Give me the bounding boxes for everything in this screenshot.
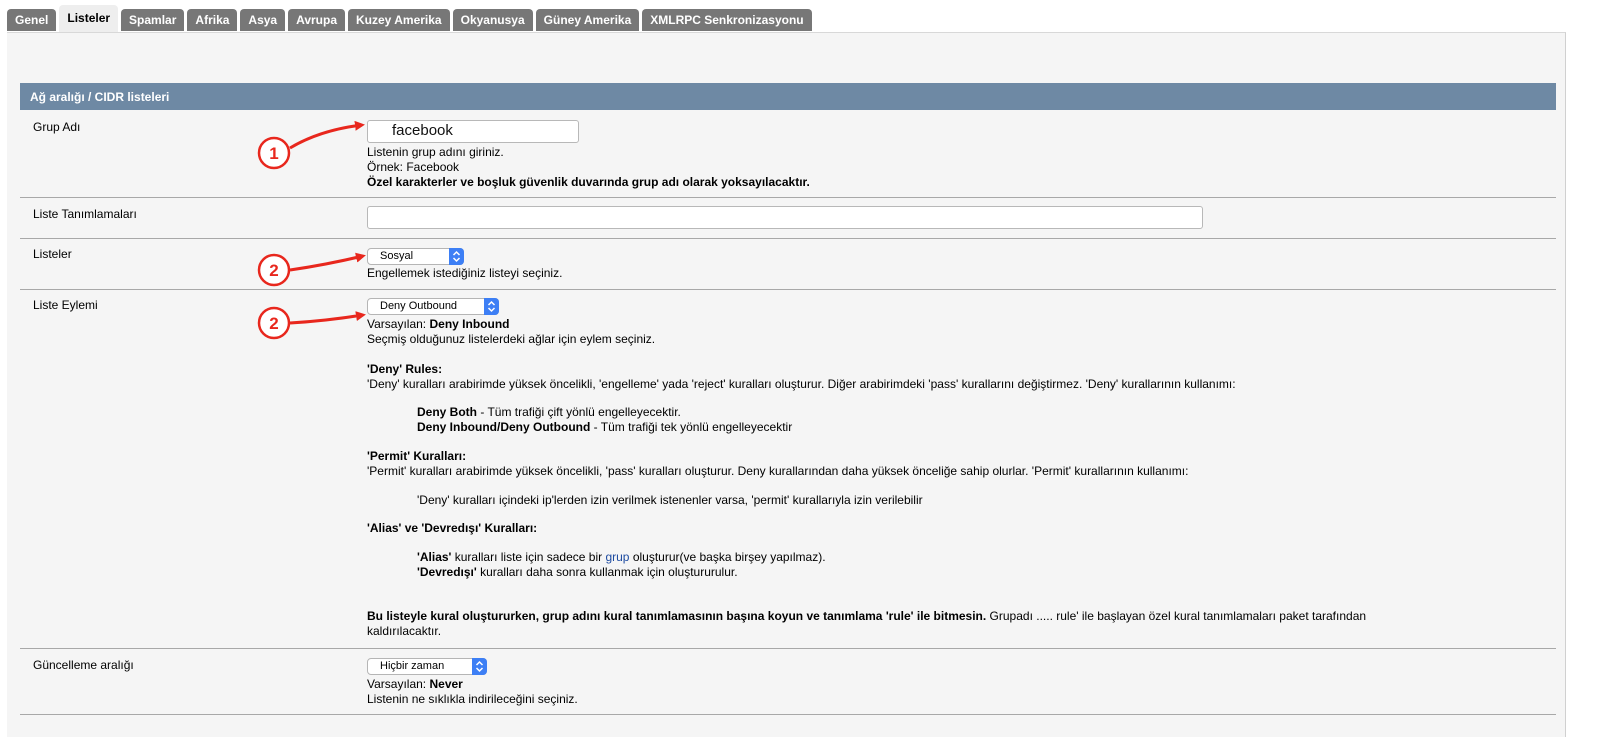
annotation-arrow [290, 125, 362, 148]
tab-xmlrpc[interactable]: XMLRPC Senkronizasyonu [642, 9, 811, 31]
tab-genel[interactable]: Genel [7, 9, 56, 31]
tab-spamlar[interactable]: Spamlar [121, 9, 184, 31]
alias-rules-title: 'Alias' ve 'Devredışı' Kuralları: [367, 521, 538, 535]
permit-usage: 'Deny' kuralları içindeki ip'lerden izin verilmek istenenler varsa, 'permit' kurallarıyla izin verilebilir [417, 493, 923, 507]
permit-rules-text: 'Permit' kuralları arabirimde yüksek öncelikli, 'pass' kuralları oluşturur. Deny kurallarından daha yüksek önceliğe sahip olurlar. 'Permit' kurallarının kullanımı: [367, 464, 1189, 478]
annotation-3 [259, 308, 363, 338]
lists-label: Listeler [33, 247, 72, 261]
action-help: Seçmiş olduğunuz listelerdeki ağlar için eylem seçiniz. [367, 332, 656, 346]
group-name-warning: Özel karakterler ve boşluk güvenlik duvarında grup adı olarak yoksayılacaktır. [367, 175, 810, 189]
deny-io-bold: Deny Inbound/Deny Outbound [417, 420, 591, 434]
disabled-text: kuralları daha sonra kullanmak için oluştururulur. [476, 565, 738, 579]
tab-guney-amerika[interactable]: Güney Amerika [536, 9, 640, 31]
section-header: Ağ aralığı / CIDR listeleri [20, 83, 1556, 110]
annotation-2 [259, 255, 363, 285]
annotation-number: 1 [269, 144, 279, 163]
default-prefix: Varsayılan: [367, 677, 430, 691]
action-selected: Deny Outbound [380, 300, 458, 312]
update-label: Güncelleme aralığı [33, 658, 134, 672]
alias-text-2: oluşturur(ve başka birşey yapılmaz). [629, 550, 826, 564]
default-value: Never [429, 677, 463, 691]
descriptions-label: Liste Tanımlamaları [33, 207, 137, 221]
disabled-bold: 'Devredışı' [417, 565, 477, 579]
deny-io-text: - Tüm trafiği tek yönlü engelleyecektir [590, 420, 793, 434]
tab-okyanusya[interactable]: Okyanusya [453, 9, 533, 31]
update-help: Listenin ne sıklıkla indirileceğini seçiniz. [367, 692, 578, 706]
tab-avrupa[interactable]: Avrupa [288, 9, 345, 31]
default-value: Deny Inbound [429, 317, 510, 331]
tab-listeler[interactable]: Listeler [59, 5, 118, 32]
annotation-number: 2 [269, 314, 279, 333]
rule-note-text: Grupadı ..... rule' ile başlayan özel kural tanımlamaları paket tarafından [986, 609, 1367, 623]
annotation-1 [259, 125, 362, 168]
deny-both-bold: Deny Both [417, 405, 477, 419]
group-name-value: facebook [392, 122, 453, 139]
rule-note-bold: Bu listeyle kural oluştururken, grup adını kural tanımlamasının başına koyun ve tanımlama 'rule' ile bitmesin. [367, 609, 987, 623]
alias-group-link[interactable]: grup [605, 550, 630, 564]
permit-rules-title: 'Permit' Kuralları: [367, 449, 467, 463]
action-label: Liste Eylemi [33, 298, 98, 312]
group-name-label: Grup Adı [33, 120, 81, 134]
rule-note-text-end: kaldırılacaktır. [367, 624, 442, 638]
tab-afrika[interactable]: Afrika [187, 9, 237, 31]
lists-selected: Sosyal [380, 250, 414, 262]
deny-both-text: - Tüm trafiği çift yönlü engelleyecektir. [477, 405, 681, 419]
tab-asya[interactable]: Asya [240, 9, 285, 31]
group-name-example: Örnek: Facebook [367, 160, 460, 174]
group-name-help: Listenin grup adını giriniz. [367, 145, 504, 159]
update-selected: Hiçbir zaman [380, 660, 445, 672]
lists-help: Engellemek istediğiniz listeyi seçiniz. [367, 266, 563, 280]
tab-kuzey-amerika[interactable]: Kuzey Amerika [348, 9, 450, 31]
default-prefix: Varsayılan: [367, 317, 430, 331]
alias-bold: 'Alias' [417, 550, 452, 564]
annotation-arrow [290, 315, 363, 323]
alias-text-1: kuralları liste için sadece bir [451, 550, 606, 564]
deny-rules-text: 'Deny' kuralları arabirimde yüksek öncelikli, 'engelleme' yada 'reject' kuralları oluşturur. Diğer arabirimdeki 'pass' kurallarını değiştirmez. 'Deny' kurallarının kullanımı: [367, 377, 1236, 391]
deny-rules-title: 'Deny' Rules: [367, 362, 443, 376]
annotation-arrow [290, 256, 363, 270]
annotation-number: 2 [269, 261, 279, 280]
